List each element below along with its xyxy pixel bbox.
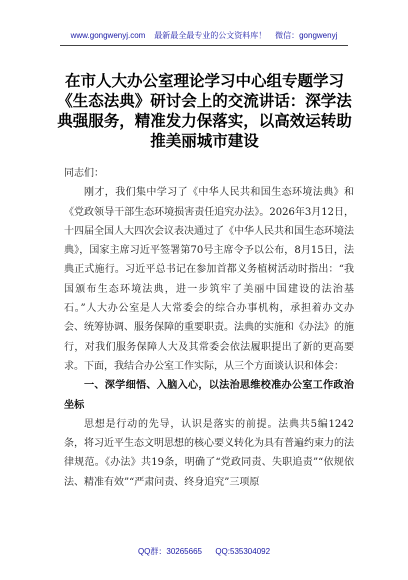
document-body <box>64 164 354 492</box>
paragraph-intro: 刚才，我们集中学习了《中华人民共和国生态环境法典》和《党政领导干部生态环境损害责任追究办法》。2026年3月12日，十四届全国人大四次会议表决通过了《中华人民共和国生态环境法典》，国家主席习近平签署第70号主席令予以公布，8月15日，法典正式施行。习近平总书记在参加首都义务植树活动时指出：“我国颁布生态环境法典，进一步筑牢了美丽中国建设的法治基石。”人大办公室是人大常委会的综合办事机构，承担着办文办会、统筹协调、服务保障的重要职责。法典的实施和《办法》的施行，对我们服务保障人大及其常委会依法履职提出了新的更高要求。下面，我结合办公室工作实际，从三个方面谈认识和体会： <box>64 187 354 372</box>
header-wechat: 微信：gongwenyj <box>275 31 338 40</box>
section-heading-1: 一、深学细悟、入脑入心，以法治思维校准办公室工作政治坐标 <box>64 380 354 411</box>
header-tagline: 最新最全最专业的公文资料库！ <box>154 31 267 40</box>
greeting: 同志们： <box>64 168 104 179</box>
header-divider <box>60 45 348 46</box>
paragraph-section-1: 思想是行动的先导，认识是落实的前提。法典共5编1242条，将习近平生态文明思想的核心要义转化为具有普遍约束力的法律规范。《办法》共19条，明确了“党政同责、失职追责”“依规依法、精准有效”“严肃问责、终身追究”三项原 <box>64 418 354 488</box>
page-header <box>0 30 408 41</box>
footer-qq-group: QQ群：30265665 <box>137 547 202 556</box>
header-site: www.gongwenyj.com <box>70 31 146 40</box>
document-title: 在市人大办公室理论学习中心组专题学习《生态法典》研讨会上的交流讲话：深学法典强服务，精准发力保落实，以高效运转助推美丽城市建设 <box>57 72 352 150</box>
page-footer <box>0 546 408 557</box>
footer-qq: QQ:535304092 <box>215 547 271 556</box>
